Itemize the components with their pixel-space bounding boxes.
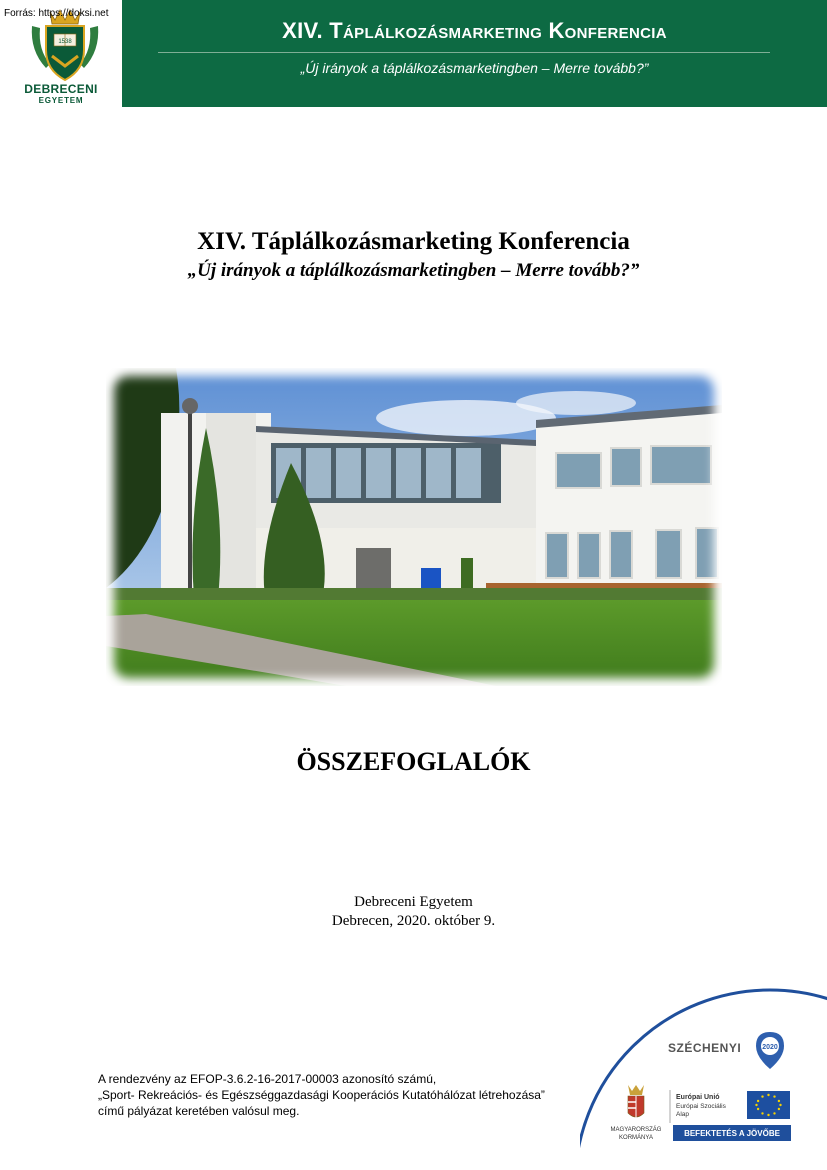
- funding-footnote: [98, 1071, 578, 1119]
- source-note: Forrás: https://doksi.net: [4, 8, 109, 19]
- program-year: 2020: [762, 1044, 778, 1051]
- banner-title: XIV. Táplálkozásmarketing Konferencia: [282, 18, 667, 43]
- building-photo: [106, 368, 722, 686]
- header-banner: [122, 0, 827, 107]
- summary-heading: ÖSSZEFOGLALÓK: [296, 747, 531, 776]
- program-name: SZÉCHENYI: [668, 1041, 742, 1055]
- eu-line-3: Alap: [676, 1111, 690, 1118]
- government-line-2: KORMÁNYA: [619, 1135, 653, 1141]
- document-title: XIV. Táplálkozásmarketing Konferencia: [197, 228, 630, 255]
- logo-line-2: EGYETEM: [38, 96, 84, 105]
- publisher-name: Debreceni Egyetem: [354, 894, 473, 910]
- document-subtitle: „Új irányok a táplálkozásmarketingben – Merre tovább?”: [187, 260, 640, 281]
- publisher-block: [0, 893, 827, 931]
- szechenyi-2020-badge: [580, 985, 827, 1170]
- footnote-line: A rendezvény az EFOP-3.6.2-16-2017-00003 azonosító számú,: [98, 1072, 437, 1086]
- logo-line-1: DEBRECENI: [24, 82, 98, 96]
- footnote-line: című pályázat keretében valósul meg.: [98, 1104, 300, 1118]
- place-date: Debrecen, 2020. október 9.: [331, 913, 496, 929]
- eu-flag-icon: [747, 1091, 790, 1119]
- eu-line-2: Európai Szociális: [676, 1103, 726, 1110]
- eu-line-1: Európai Unió: [676, 1094, 720, 1101]
- banner-divider: [158, 52, 770, 53]
- hungarian-coat-of-arms-icon: [628, 1085, 644, 1118]
- footnote-line: „Sport- Rekreációs- és Egészséggazdasági Kooperációs Kutatóhálózat létrehozása”: [98, 1088, 545, 1102]
- svg-text:1538: 1538: [58, 39, 72, 45]
- slogan: BEFEKTETÉS A JÖVŐBE: [684, 1129, 780, 1138]
- banner-subtitle: „Új irányok a táplálkozásmarketingben – Merre tovább?”: [300, 60, 649, 76]
- government-line-1: MAGYARORSZÁG: [610, 1127, 662, 1133]
